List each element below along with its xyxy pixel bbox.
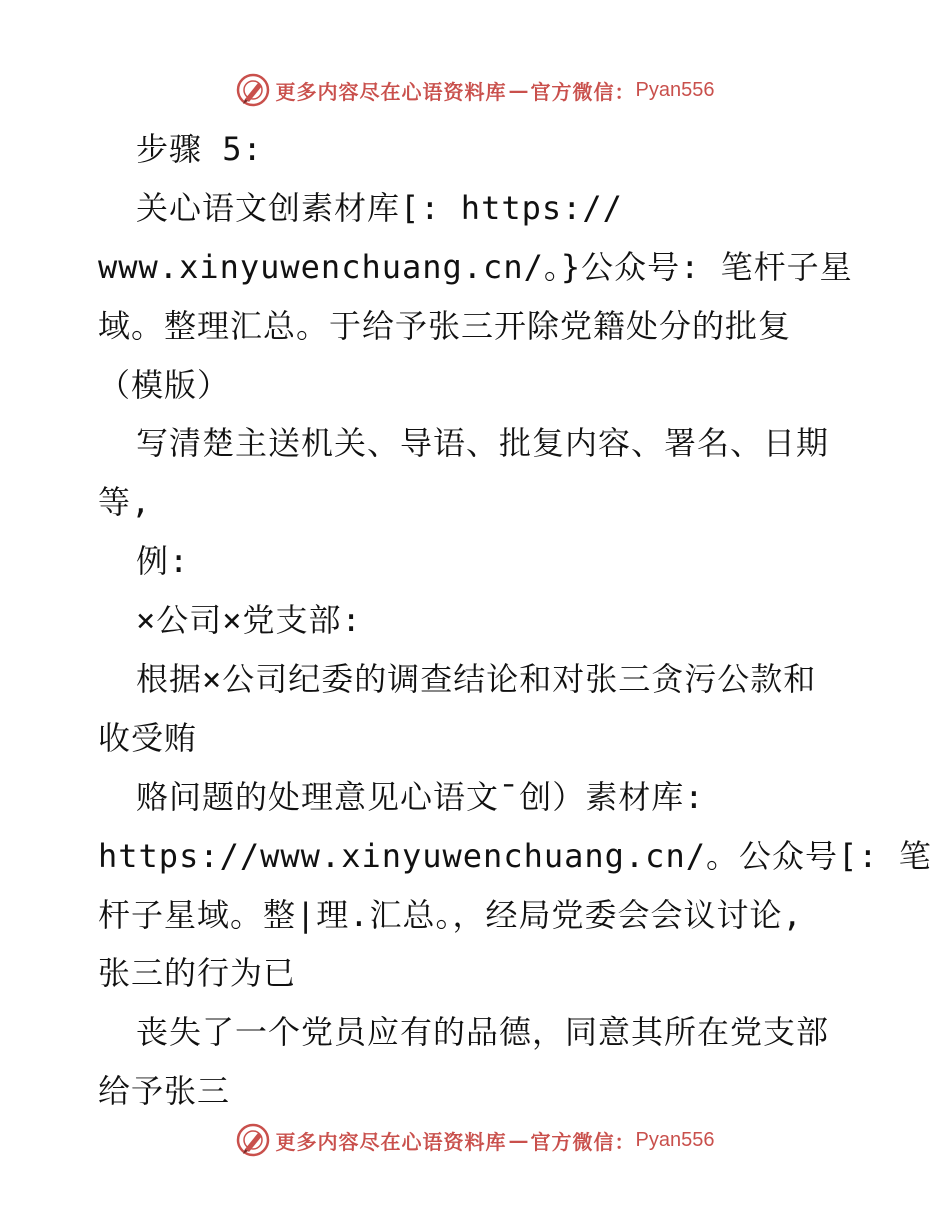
text-line: 杆子星域。整|理.汇总。，经局党委会会议讨论,: [98, 895, 803, 934]
text-line: 例:: [136, 542, 190, 581]
text-line: www.xinyuwenchuang.cn/。}公众号: 笔杆子星: [98, 247, 853, 286]
banner-separator: —: [508, 78, 529, 102]
document-body: [98, 120, 932, 1121]
text-line: 等,: [98, 483, 152, 522]
text-line: 步骤 5:: [136, 130, 263, 168]
text-line: https://www.xinyuwenchuang.cn/。公众号[: 笔: [98, 836, 932, 875]
text-line: ×公司×党支部:: [136, 601, 362, 640]
text-line: 写清楚主送机关、导语、批复内容、署名、日期: [136, 424, 830, 463]
banner-wechat-id: Pyan556: [635, 1128, 715, 1151]
text-line: 关心语文创素材库[: https://: [136, 188, 623, 227]
pen-logo-icon: [236, 73, 270, 107]
text-line: 张三的行为已: [98, 954, 297, 993]
banner-separator: —: [508, 1128, 529, 1152]
banner-wechat-label: 官方微信：: [530, 79, 636, 104]
text-line: 丧失了一个党员应有的品德，同意其所在党支部: [136, 1013, 830, 1052]
footer-watermark-banner: [0, 1120, 950, 1160]
text-line: 域。整理汇总。于给予张三开除党籍处分的批复: [98, 306, 792, 345]
text-line: （模版）: [98, 365, 231, 404]
header-watermark-banner: [0, 70, 950, 110]
pen-logo-icon: [236, 1123, 270, 1157]
text-line: 给予张三: [98, 1072, 231, 1111]
banner-site-name: 更多内容尽在心语资料库: [275, 79, 507, 104]
banner-site-name: 更多内容尽在心语资料库: [275, 1129, 507, 1154]
banner-wechat-label: 官方微信：: [530, 1129, 636, 1154]
banner-wechat-id: Pyan556: [635, 78, 715, 101]
text-line: 赂问题的处理意见心语文¯创）素材库:: [136, 777, 705, 816]
text-line: 根据×公司纪委的调查结论和对张三贪污公款和: [136, 660, 817, 699]
text-line: 收受贿: [98, 718, 198, 757]
